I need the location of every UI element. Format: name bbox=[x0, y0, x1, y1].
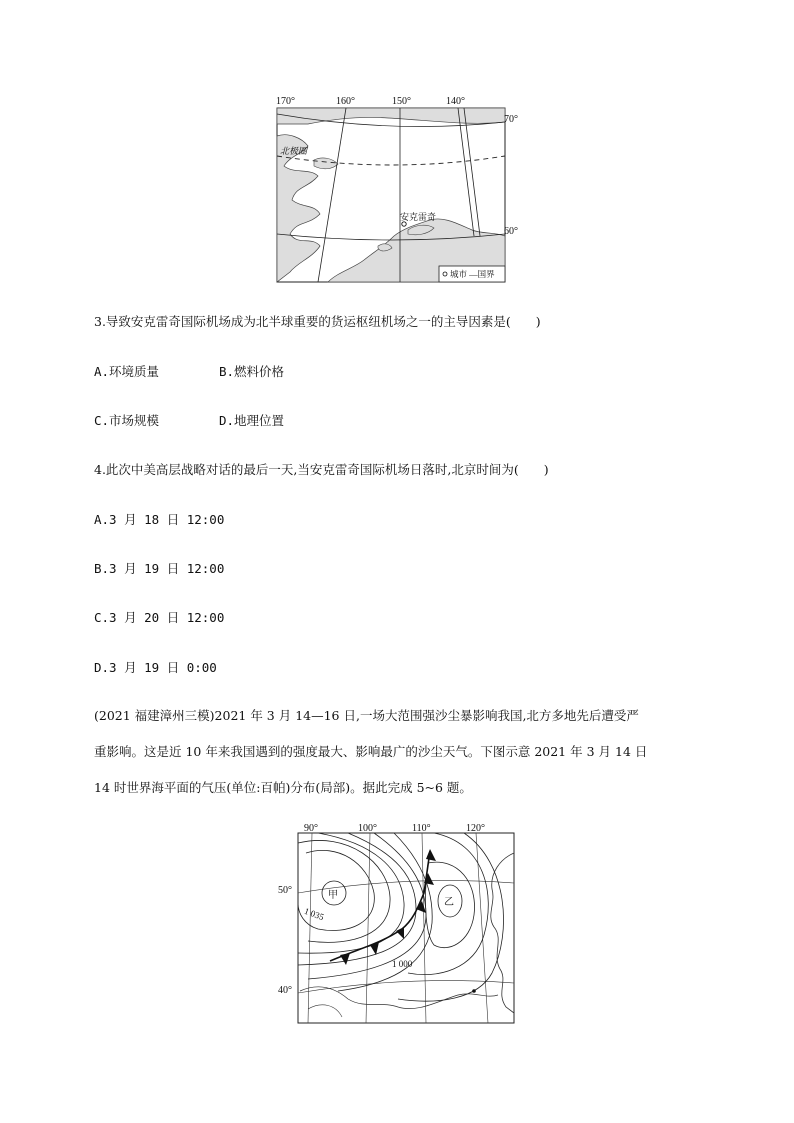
question-4-option-d: D.3 月 19 日 0:00 bbox=[94, 660, 217, 675]
passage-line-3: 14 时世界海平面的气压(单位:百帕)分布(局部)。据此完成 5~6 题。 bbox=[94, 780, 472, 795]
lat-label-70: 70° bbox=[504, 114, 518, 125]
lon-label-170: 170° bbox=[276, 96, 295, 107]
question-3-option-a: A.环境质量 bbox=[94, 364, 160, 379]
isobar-1000-label: 1 000 bbox=[392, 959, 413, 969]
city-label: 安克雷奇 bbox=[400, 212, 437, 222]
lon-label-100: 100° bbox=[358, 823, 377, 834]
map-alaska bbox=[268, 96, 518, 286]
lon-label-150: 150° bbox=[392, 96, 411, 107]
question-3-option-b: B.燃料价格 bbox=[219, 364, 285, 379]
high-pressure-label: 甲 bbox=[328, 890, 338, 901]
passage-line-1: (2021 福建漳州三模)2021 年 3 月 14—16 日,一场大范围强沙尘暴影响我国,北方多地先后遭受严 bbox=[94, 708, 639, 723]
lon-label-110: 110° bbox=[412, 823, 431, 834]
pressure-map-figure bbox=[278, 823, 518, 1025]
question-4-option-b: B.3 月 19 日 12:00 bbox=[94, 561, 225, 576]
question-4-option-a: A.3 月 18 日 12:00 bbox=[94, 512, 225, 527]
map-legend: 城市 —国界 bbox=[450, 269, 495, 279]
lat-label-50: 50° bbox=[278, 885, 292, 896]
passage-line-2: 重影响。这是近 10 年来我国遇到的强度最大、影响最广的沙尘天气。下图示意 2021 年 3 月 14 日 bbox=[94, 744, 648, 759]
lon-label-140: 140° bbox=[446, 96, 465, 107]
low-pressure-label: 乙 bbox=[444, 897, 454, 908]
isobar-1035-label: 1 035 bbox=[302, 905, 326, 923]
question-3-option-d: D.地理位置 bbox=[219, 413, 285, 428]
arctic-circle-label: 北极圈 bbox=[280, 146, 308, 156]
lat-label-60: 60° bbox=[504, 226, 518, 237]
lon-label-90: 90° bbox=[304, 823, 318, 834]
map-pressure bbox=[278, 823, 518, 1025]
question-4-option-c: C.3 月 20 日 12:00 bbox=[94, 610, 225, 625]
question-4-stem: 4.此次中美高层战略对话的最后一天,当安克雷奇国际机场日落时,北京时间为( ) bbox=[94, 462, 549, 477]
lon-label-160: 160° bbox=[336, 96, 355, 107]
lon-label-120: 120° bbox=[466, 823, 485, 834]
question-3-option-c: C.市场规模 bbox=[94, 413, 160, 428]
alaska-map-figure bbox=[268, 96, 518, 286]
lat-label-40: 40° bbox=[278, 985, 292, 996]
question-3-stem: 3.导致安克雷奇国际机场成为北半球重要的货运枢纽机场之一的主导因素是( ) bbox=[94, 314, 541, 329]
